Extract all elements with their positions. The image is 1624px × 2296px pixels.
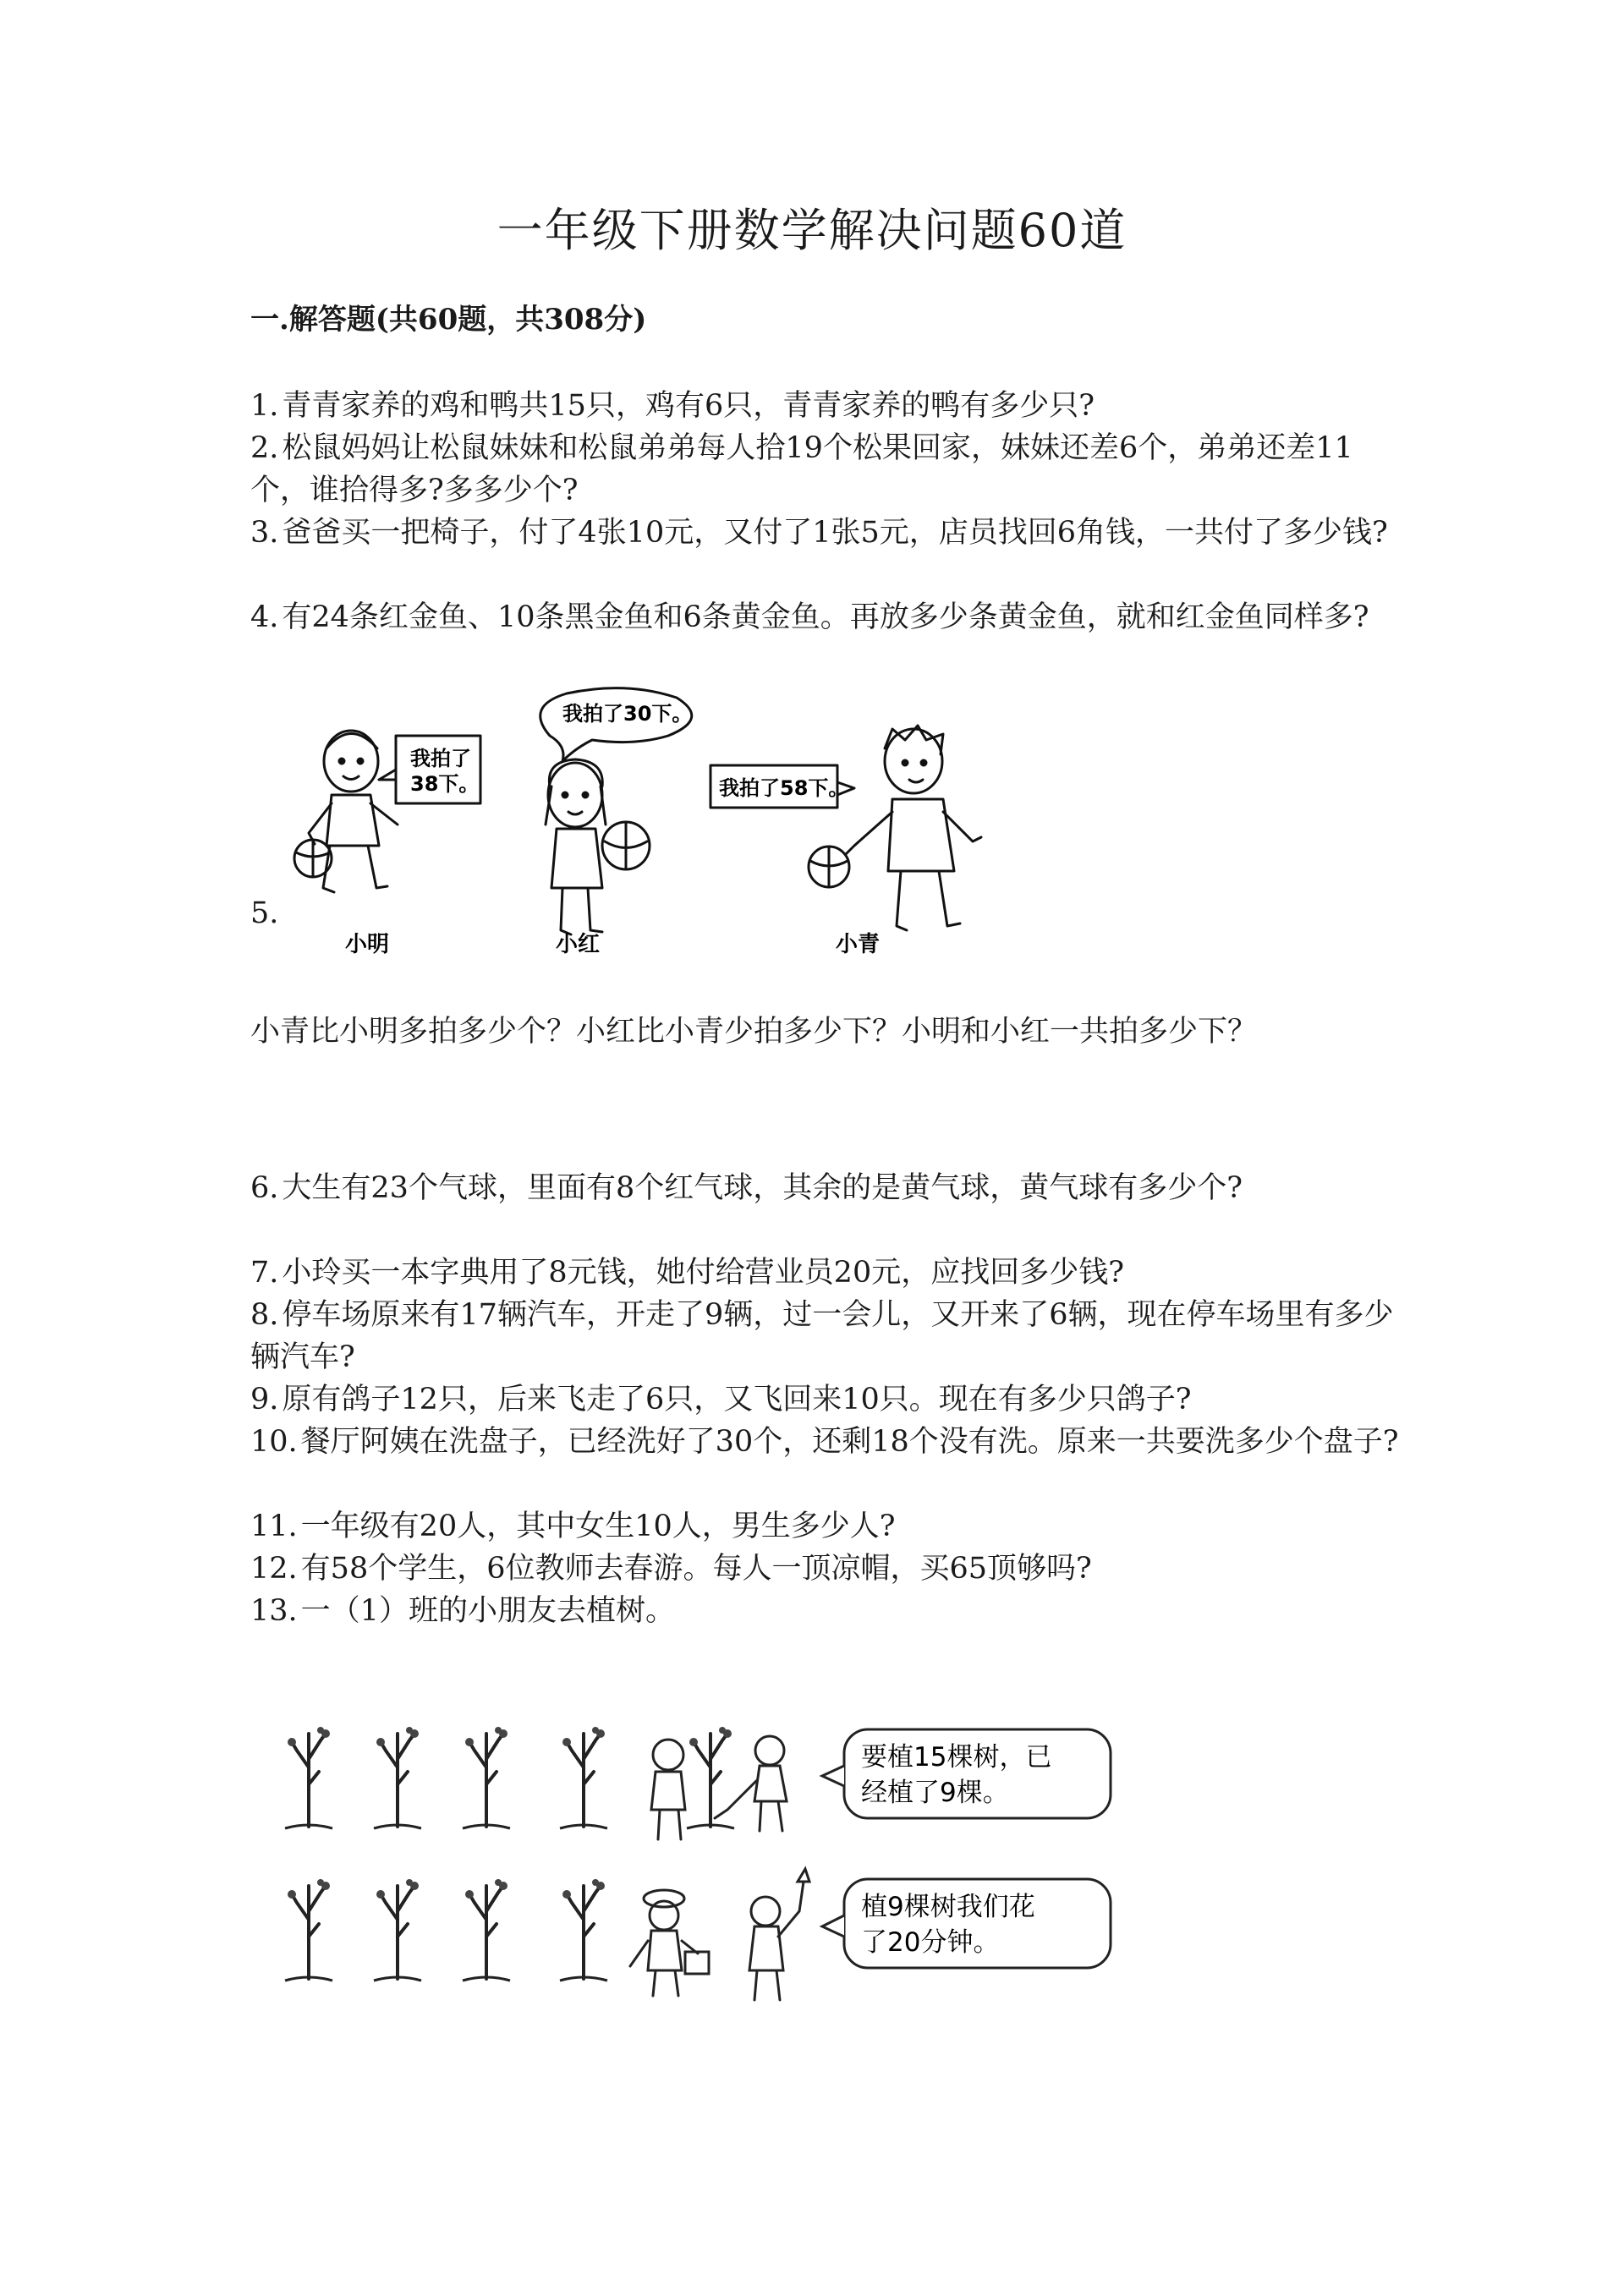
boy-qing-drawing [809,726,981,930]
question-text: 大生有23个气球，里面有8个红气球，其余的是黄气球，黄气球有多少个? [282,1171,1243,1205]
section-heading: 一.解答题(共60题，共308分) [250,303,647,337]
question-number: 4. [250,600,279,634]
question-text: 原有鸽子12只，后来飞走了6只，又飞回来10只。现在有多少只鸽子? [282,1383,1192,1417]
trees-row-bottom [285,1879,607,1981]
question-2 [250,427,1401,512]
hong-bubble-text: 我拍了30下。 [562,702,693,726]
speech-bottom-line2: 了20分钟。 [861,1927,1000,1958]
speech-top-line1: 要植15棵树，已 [861,1742,1052,1773]
question-text: 爸爸买一把椅子，付了4张10元，又付了1张5元，店员找回6角钱，一共付了多少钱? [282,516,1388,550]
question-number: 9. [250,1383,279,1417]
question-6 [250,1167,1341,1209]
question-number: 13. [250,1594,298,1628]
question-number: 8. [250,1298,279,1332]
question-text: 停车场原来有17辆汽车，开走了9辆，过一会儿，又开来了6辆，现在停车场里有多少辆汽车? [250,1298,1394,1374]
speech-top-line2: 经植了9棵。 [861,1778,1009,1808]
question-1 [250,385,1401,427]
question-8 [250,1294,1401,1378]
children-drawing [630,1736,809,2000]
question-4 [250,596,1401,638]
question-number: 6. [250,1171,279,1205]
page-title: 一年级下册数学解决问题60道 [497,204,1127,257]
question-text: 小玲买一本字典用了8元钱，她付给营业员20元，应找回多少钱? [282,1256,1124,1290]
question-7 [250,1252,1401,1294]
question-text: 青青家养的鸡和鸭共15只，鸡有6只，青青家养的鸭有多少只? [282,389,1095,423]
question-12 [250,1548,1401,1590]
question-text: 一（1）班的小朋友去植树。 [300,1594,675,1628]
question-number: 2. [250,431,279,465]
question-number: 10. [250,1425,298,1459]
question-text: 有58个学生，6位教师去春游。每人一顶凉帽，买65顶够吗? [300,1552,1092,1586]
question-number: 11. [250,1510,298,1543]
name-qing: 小青 [836,932,881,957]
question-number: 1. [250,389,279,423]
question-number: 3. [250,516,279,550]
question-9 [250,1378,1401,1421]
question-text: 一年级有20人，其中女生10人，男生多少人? [300,1510,896,1543]
figure-tree-planting [271,1700,1116,2013]
qing-bubble-text: 我拍了58下。 [719,776,849,800]
question-5-number: 5. [250,896,279,930]
girl-hong-drawing [546,759,650,934]
question-5-text: 小青比小明多拍多少个？小红比小青少拍多少下？小明和小红一共拍多少下？ [250,1015,1258,1049]
boy-ming-drawing [294,731,398,892]
question-10 [250,1421,1401,1463]
figure-kids-bouncing-balls [271,677,1032,964]
question-number: 12. [250,1552,298,1586]
ming-bubble-line1: 我拍了 [410,747,471,770]
question-text: 有24条红金鱼、10条黑金鱼和6条黄金鱼。再放多少条黄金鱼，就和红金鱼同样多? [282,600,1369,634]
name-hong: 小红 [556,932,601,957]
question-number: 7. [250,1256,279,1290]
name-ming: 小明 [345,932,390,957]
ming-bubble-line2: 38下。 [410,772,480,796]
question-3 [250,512,1401,554]
question-text: 松鼠妈妈让松鼠妹妹和松鼠弟弟每人拾19个松果回家，妹妹还差6个，弟弟还差11个，谁拾得多?多多少个? [250,431,1353,507]
question-11 [250,1505,1401,1548]
question-text: 餐厅阿姨在洗盘子，已经洗好了30个，还剩18个没有洗。原来一共要洗多少个盘子? [300,1425,1399,1459]
question-13 [250,1590,1401,1632]
trees-row-top [285,1727,734,1828]
speech-bottom-line1: 植9棵树我们花 [861,1892,1035,1922]
